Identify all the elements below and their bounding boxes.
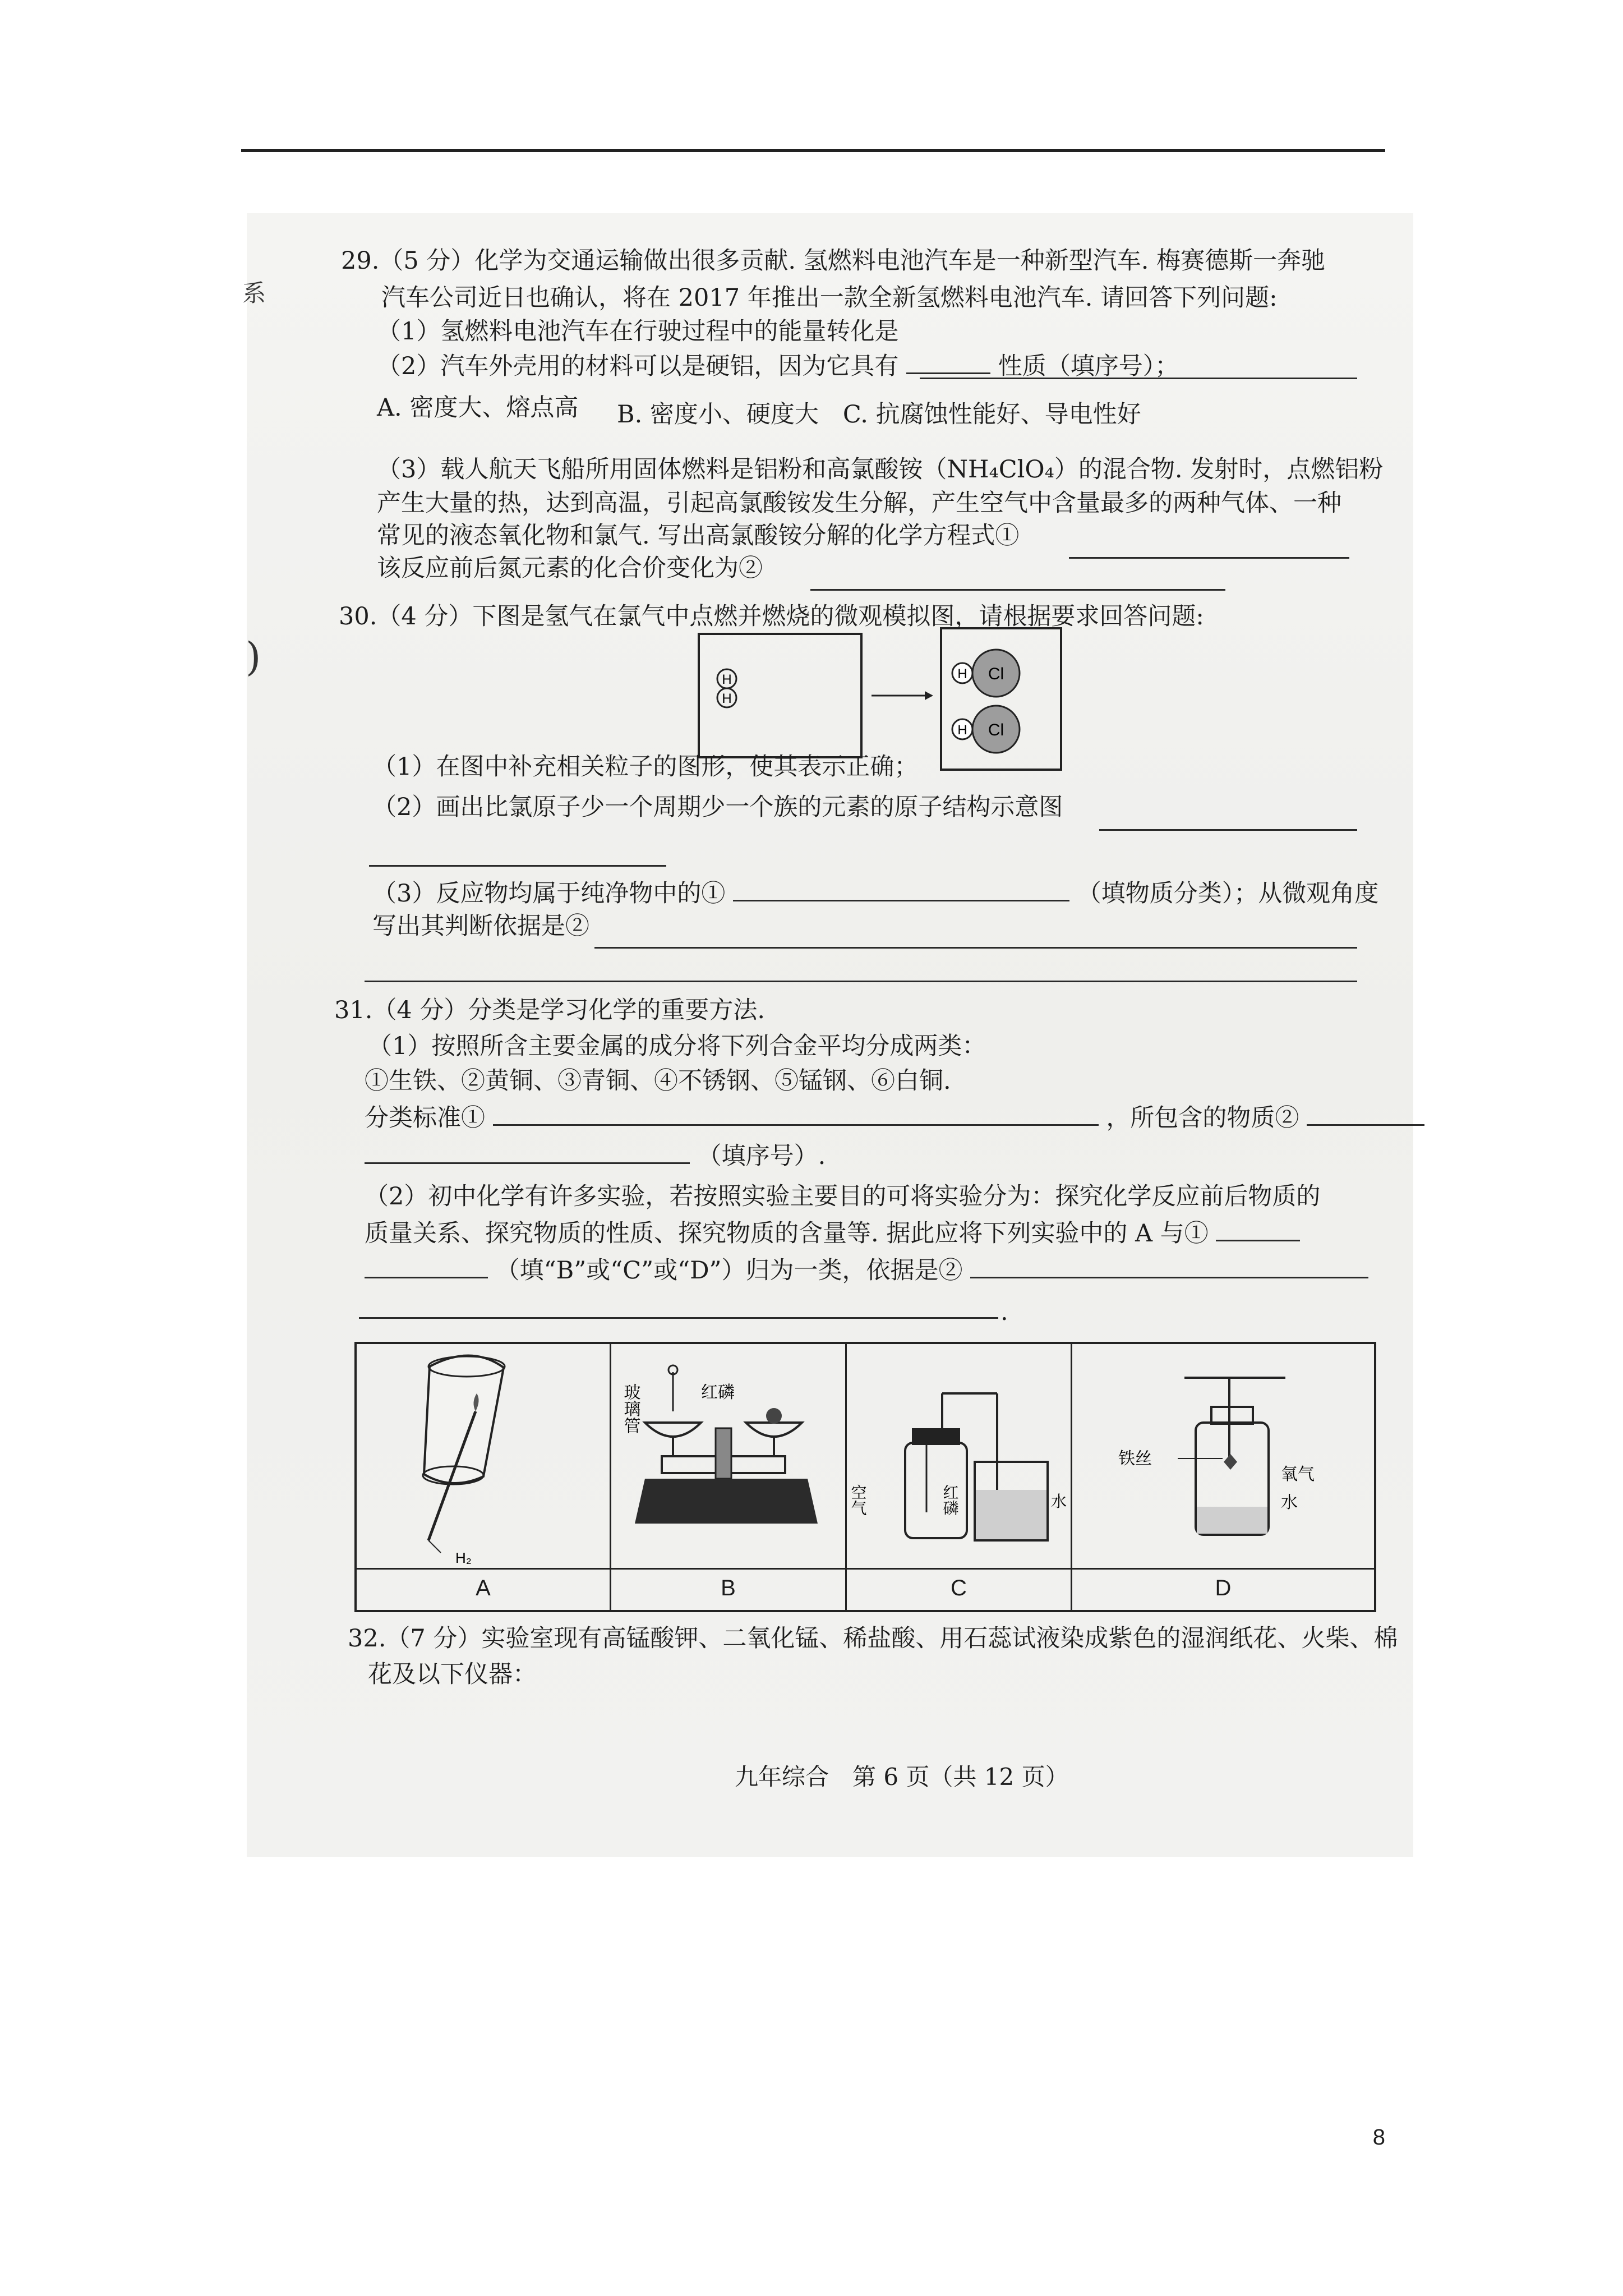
q31-members-text: ，所包含的物质② <box>1106 1104 1299 1132</box>
h-atom-1-label: H <box>722 672 732 687</box>
q31-line-3: ①生铁、②黄铜、③青铜、④不锈钢、⑤锰钢、⑥白铜. <box>365 1067 951 1095</box>
page-footer: 九年综合 第 6 页（共 12 页） <box>735 1763 1069 1791</box>
red-p-label-c: 红磷 <box>940 1484 960 1516</box>
q29-line-8: 常见的液态氧化物和氯气. 写出高氯酸铵分解的化学方程式① <box>377 522 1020 550</box>
q29-part2-text: （2）汽车外壳用的材料可以是硬铝，因为它具有 <box>377 352 899 380</box>
experiment-cell-c <box>847 1344 1072 1610</box>
q29-line-1: 29.（5 分）化学为交通运输做出很多贡献. 氢燃料电池汽车是一种新型汽车. 梅赛德斯一奔驰 <box>341 247 1326 275</box>
experiment-label-d: D <box>1215 1576 1232 1600</box>
q29-blank-energy[interactable] <box>920 357 1357 379</box>
q32-line-1: 32.（7 分）实验室现有高锰酸钾、二氧化锰、稀盐酸、用石蕊试液染成紫色的湿润纸花、火柴、棉 <box>348 1625 1398 1653</box>
hcl-2-cl-label: Cl <box>988 721 1004 739</box>
air-label: 空气 <box>849 1484 868 1516</box>
q30-line-3: （2）画出比氯原子少一个周期少一个族的元素的原子结构示意图 <box>372 793 1063 821</box>
margin-mark: 系 <box>242 279 266 307</box>
hcl-1-cl-label: Cl <box>988 665 1004 683</box>
q30-part3-suffix: （填物质分类）；从微观角度 <box>1077 880 1379 908</box>
water-label-d: 水 <box>1281 1493 1298 1512</box>
q31-blank-reason-cont[interactable] <box>359 1297 998 1319</box>
experiment-table <box>354 1342 1376 1612</box>
red-p-label-b: 红磷 <box>701 1383 735 1402</box>
oxygen-label: 氧气 <box>1281 1465 1315 1484</box>
q29-option-bc: B. 密度小、硬度大 C. 抗腐蚀性能好、导电性好 <box>617 401 1141 429</box>
iron-wire-icon <box>1072 1344 1374 1574</box>
experiment-label-a: A <box>476 1576 491 1600</box>
margin-paren: ) <box>246 634 261 680</box>
page-number: 8 <box>1372 2125 1385 2150</box>
experiment-cell-a <box>357 1344 611 1610</box>
q30-line-5 <box>372 880 1378 906</box>
q31-blank-members[interactable] <box>1307 1104 1424 1126</box>
q31-blank-members-cont[interactable] <box>365 1142 690 1164</box>
q31-part2-text: 质量关系、探究物质的性质、探究物质的含量等. 据此应将下列实验中的 A 与① <box>365 1220 1209 1248</box>
q30-blank-structure-cont[interactable] <box>369 845 666 867</box>
q31-period: . <box>1000 1298 1008 1326</box>
experiment-label-c: C <box>951 1576 967 1600</box>
q29-blank-equation[interactable] <box>1069 537 1349 559</box>
q29-line-3: （1）氢燃料电池汽车在行驶过程中的能量转化是 <box>377 318 899 346</box>
q32-line-2: 花及以下仪器： <box>368 1660 537 1688</box>
q31-blank-group-cont[interactable] <box>365 1257 488 1278</box>
air-content-icon <box>847 1344 1071 1574</box>
iron-wire-label: 铁丝 <box>1118 1449 1152 1469</box>
q29-line-7: 产生大量的热，达到高温，引起高氯酸铵发生分解，产生空气中含量最多的两种气体、一种 <box>377 489 1341 517</box>
q29-line-9: 该反应前后氮元素的化合价变化为② <box>377 554 763 582</box>
experiment-cell-b <box>611 1344 847 1610</box>
q31-line-4 <box>365 1104 1424 1130</box>
header-rule <box>241 149 1385 152</box>
cell-a-rule <box>357 1568 610 1570</box>
q29-blank-valence[interactable] <box>810 569 1225 591</box>
q30-blank-reason-cont[interactable] <box>365 960 1357 982</box>
q31-fill-hint: （填序号）. <box>697 1142 826 1170</box>
experiment-cell-d <box>1072 1344 1374 1610</box>
glass-tube-label: 玻璃管 <box>620 1383 640 1434</box>
q31-line-5 <box>365 1142 826 1168</box>
gas-label: H₂ <box>455 1549 472 1566</box>
q30-blank-structure[interactable] <box>1099 809 1357 831</box>
water-label-c: 水 <box>1051 1492 1067 1511</box>
h-atom-2-label: H <box>722 691 732 706</box>
hydrogen-burning-icon <box>357 1344 609 1574</box>
q31-blank-standard[interactable] <box>493 1104 1099 1126</box>
q31-reason-text: （填“B”或“C”或“D”）归为一类，依据是② <box>495 1257 963 1285</box>
q30-line-6: 写出其判断依据是② <box>372 912 589 940</box>
q31-line-7 <box>365 1220 1300 1246</box>
q31-blank-group[interactable] <box>1216 1220 1300 1241</box>
q31-standard-text: 分类标准① <box>365 1104 485 1132</box>
q30-blank-class[interactable] <box>733 880 1069 901</box>
cell-c-rule <box>847 1568 1071 1570</box>
molecule-diagram <box>698 627 1062 771</box>
cell-b-rule <box>611 1568 845 1570</box>
balance-icon <box>611 1344 847 1574</box>
experiment-label-b: B <box>721 1576 736 1600</box>
q31-line-1: 31.（4 分）分类是学习化学的重要方法. <box>334 996 766 1024</box>
arrow-head <box>925 691 933 700</box>
hcl-2-h-label: H <box>957 723 967 738</box>
q31-line-6: （2）初中化学有许多实验，若按照实验主要目的可将实验分为：探究化学反应前后物质的 <box>365 1182 1321 1211</box>
q29-part2-suffix: 性质（填序号）； <box>998 352 1179 380</box>
q31-blank-reason[interactable] <box>970 1257 1368 1278</box>
hcl-1-h-label: H <box>957 666 967 682</box>
cell-d-rule <box>1072 1568 1374 1570</box>
q30-part3-text: （3）反应物均属于纯净物中的① <box>372 880 726 908</box>
q29-option-a: A. 密度大、熔点高 <box>377 394 579 422</box>
q29-line-6: （3）载人航天飞船所用固体燃料是铝粉和高氯酸铵（NH₄ClO₄）的混合物. 发射时，点燃铝粉 <box>377 455 1384 484</box>
q31-line-8 <box>365 1257 1368 1283</box>
q31-line-2: （1）按照所含主要金属的成分将下列合金平均分成两类： <box>368 1032 986 1060</box>
q30-line-2: （1）在图中补充相关粒子的图形，使其表示正确； <box>372 753 919 781</box>
q30-blank-reason[interactable] <box>594 927 1357 949</box>
q29-line-2: 汽车公司近日也确认，将在 2017 年推出一款全新氢燃料电池汽车. 请回答下列问题: <box>381 284 1278 312</box>
q30-line-1: 30.（4 分）下图是氢气在氯气中点燃并燃烧的微观模拟图，请根据要求回答问题: <box>339 602 1204 631</box>
